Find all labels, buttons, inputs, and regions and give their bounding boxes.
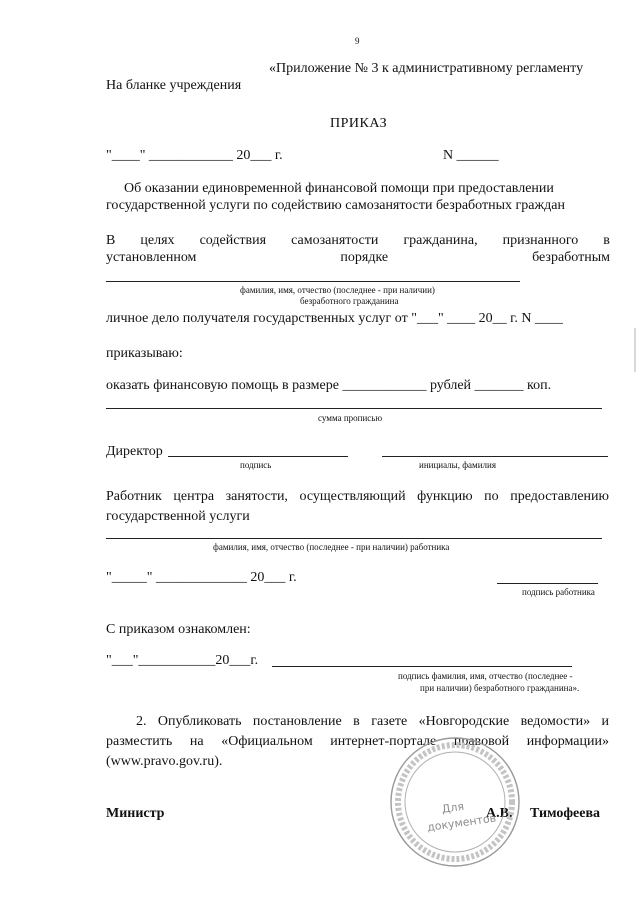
worker-fio-caption: фамилия, имя, отчество (последнее - при наличии) работника (213, 542, 450, 552)
worker-date-line: "_____" _____________ 20___ г. (106, 570, 297, 585)
acknowledged-caption-2: при наличии) безработного гражданина». (420, 683, 580, 693)
employment-worker-text: Работник центра занятости, осуществляющий функцию по предоставлению государственной услуги (106, 489, 609, 524)
acknowledged-caption-1: подпись фамилия, имя, отчество (последнее - (398, 671, 573, 681)
sum-in-words-line (106, 408, 602, 409)
stamp-text-2: документов (426, 811, 497, 835)
purpose-word: в (603, 233, 610, 248)
acknowledged-signature-line (272, 666, 572, 667)
order-date-line: "____" ____________ 20___ г. (106, 148, 283, 163)
purpose-word: безработным (532, 250, 610, 265)
case-file-line: личное дело получателя государственных услуг от "___" ____ 20__ г. N ____ (106, 311, 563, 326)
minister-name: А.В. Тимофеева (486, 806, 601, 821)
purpose-word: В (106, 233, 116, 248)
acknowledged-date: "___"___________20___г. (106, 653, 259, 668)
director-name-line (382, 456, 608, 457)
fio-unemployed-caption-2: безработного гражданина (300, 296, 399, 306)
director-label: Директор (106, 444, 163, 459)
director-initials-caption: инициалы, фамилия (419, 460, 496, 470)
worker-signature-line (497, 583, 598, 584)
fio-unemployed-line (106, 281, 520, 282)
order-number-line: N ______ (443, 148, 499, 163)
subject-line-2: государственной услуги по содействию самозанятости безработных граждан (106, 198, 565, 213)
purpose-word: признанного (502, 233, 579, 248)
appendix-heading: «Приложение № 3 к административному регламенту (269, 61, 584, 76)
subject-line-1: Об оказании единовременной финансовой помощи при предоставлении (124, 181, 554, 196)
stamp-seal-graphic (388, 735, 522, 869)
stamp-text-1: Для (440, 799, 465, 816)
purpose-line-1 (106, 233, 610, 249)
purpose-word: порядке (340, 250, 389, 265)
purpose-word: самозанятости (291, 233, 379, 248)
acknowledged-label: С приказом ознакомлен: (106, 622, 251, 637)
minister-label: Министр (106, 806, 165, 821)
official-stamp (388, 735, 522, 869)
purpose-word: установленном (106, 250, 197, 265)
order-word: приказываю: (106, 346, 183, 361)
purpose-word: гражданина, (403, 233, 478, 248)
director-signature-line (168, 456, 348, 457)
fio-unemployed-caption: фамилия, имя, отчество (последнее - при наличии) (240, 285, 435, 295)
purpose-word: содействия (199, 233, 267, 248)
worker-fio-line (106, 538, 602, 539)
margin-scan-artifact (634, 328, 636, 372)
purpose-line-2 (106, 250, 610, 266)
director-signature-caption: подпись (240, 460, 272, 470)
worker-signature-caption: подпись работника (522, 587, 595, 597)
page-number: 9 (355, 36, 360, 46)
assistance-line: оказать финансовую помощь в размере ____________ рублей _______ коп. (106, 378, 552, 393)
sum-in-words-caption: сумма прописью (318, 413, 383, 423)
letterhead-note: На бланке учреждения (106, 78, 242, 93)
publication-paragraph: 2. Опубликовать постановление в газете «Новгородские ведомости» и разместить на «Официальном интернет-портале правовой информации» (www.pravo.gov.ru). (106, 714, 609, 769)
document-title: ПРИКАЗ (330, 116, 388, 131)
purpose-word: целях (140, 233, 175, 248)
